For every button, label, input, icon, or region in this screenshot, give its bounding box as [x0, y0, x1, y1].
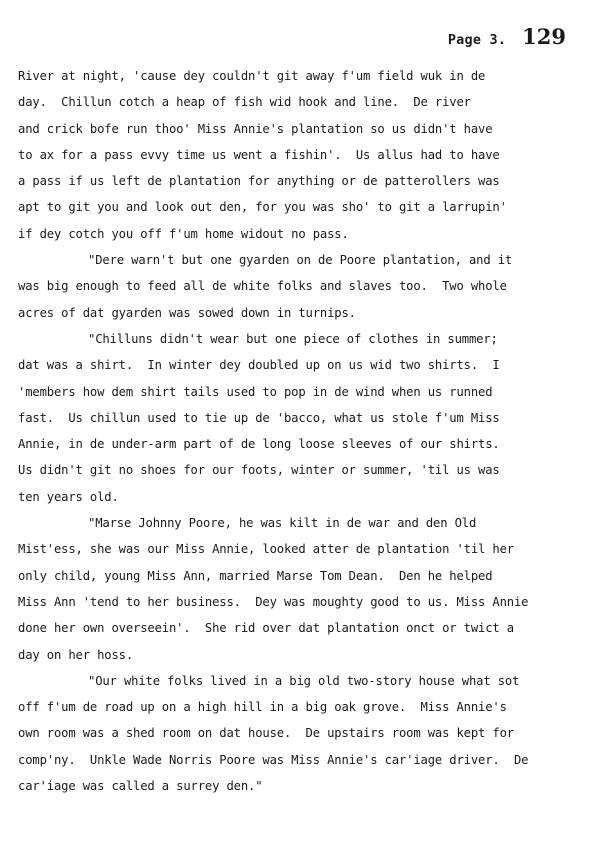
text-line: acres of dat gyarden was sowed down in turnips. [18, 305, 356, 320]
page-label: Page 3. [447, 32, 507, 48]
document-body [18, 63, 584, 799]
text-line: comp'ny. Unkle Wade Norris Poore was Miss Annie's car'iage driver. De [18, 752, 529, 767]
text-line: 'members how dem shirt tails used to pop in de wind when us runned [18, 384, 493, 399]
text-line: ten years old. [18, 489, 119, 504]
text-line: day on her hoss. [18, 647, 133, 662]
text-line: "Chilluns didn't wear but one piece of clothes in summer; [88, 331, 498, 346]
paragraph-masters [18, 510, 584, 668]
text-line: Annie, in de under-arm part of de long loose sleeves of our shirts. [18, 437, 500, 452]
text-line: "Our white folks lived in a big old two-story house what sot [88, 673, 520, 688]
text-line: River at night, 'cause dey couldn't git away f'um field wuk in de [18, 69, 486, 83]
paragraph-clothes [18, 326, 584, 510]
text-line: Us didn't git no shoes for our foots, winter or summer, 'til us was [18, 463, 500, 478]
page-number: 129 [522, 24, 566, 49]
paragraph-house [18, 668, 584, 799]
text-line: day. Chillun cotch a heap of fish wid hook and line. De river [18, 95, 471, 110]
text-line: a pass if us left de plantation for anything or de patterollers was [18, 174, 500, 189]
paragraph-fishing [18, 63, 584, 247]
text-line: "Dere warn't but one gyarden on de Poore plantation, and it [88, 253, 513, 268]
text-line: dat was a shirt. In winter dey doubled up on us wid two shirts. I [18, 358, 500, 373]
text-line: own room was a shed room on dat house. De upstairs room was kept for [18, 726, 514, 741]
text-line: apt to git you and look out den, for you was sho' to git a larrupin' [18, 200, 507, 215]
text-line: only child, young Miss Ann, married Marse Tom Dean. Den he helped [18, 568, 493, 583]
text-line: fast. Us chillun used to tie up de 'bacco, what us stole f'um Miss [18, 410, 500, 425]
text-line: car'iage was called a surrey den." [18, 779, 263, 794]
text-line: off f'um de road up on a high hill in a big oak grove. Miss Annie's [18, 700, 507, 715]
text-line: Miss Ann 'tend to her business. Dey was moughty good to us. Miss Annie [18, 594, 529, 609]
text-line: and crick bofe run thoo' Miss Annie's plantation so us didn't have [18, 121, 493, 136]
text-line: to ax for a pass evvy time us went a fishin'. Us allus had to have [18, 147, 500, 162]
text-line: if dey cotch you off f'um home widout no pass. [18, 226, 349, 241]
paragraph-garden [18, 247, 584, 326]
text-line: done her own overseein'. She rid over dat plantation onct or twict a [18, 621, 514, 636]
text-line: Mist'ess, she was our Miss Annie, looked atter de plantation 'til her [18, 542, 514, 557]
text-line: was big enough to feed all de white folks and slaves too. Two whole [18, 279, 507, 294]
text-line: "Marse Johnny Poore, he was kilt in de war and den Old [88, 516, 477, 531]
page-header [448, 24, 566, 49]
